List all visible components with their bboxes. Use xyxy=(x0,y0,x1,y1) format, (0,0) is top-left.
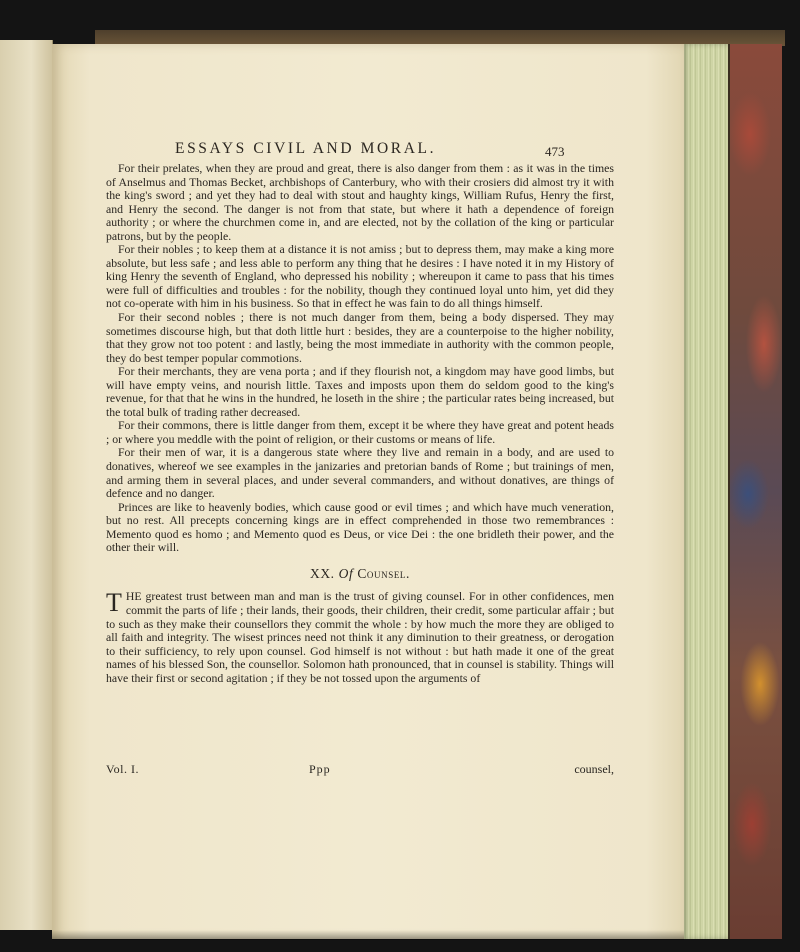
paragraph: For their prelates, when they are proud and great, there is also danger from them : as it was in the times of Anselmus and Thomas Becket, archbishops of Canterbury, who with their crosiers did almost try it with the king's sword ; and yet they had to deal with stout and haughty kings, William Rufus, Henry the first, and Henry the second. The danger is not from that state, but where it hath a dependence of foreign authority ; or where the churchmen come in, and are elected, not by the collation of the king or particular patrons, but by the people. xyxy=(106,161,614,243)
page-edges xyxy=(682,44,730,939)
paragraph: For their merchants, they are vena porta ; and if they flourish not, a kingdom may have good limbs, but will have empty veins, and nourish little. Taxes and imposts upon them do seldom good to the king's revenue, for that that he wins in the hundred, he loseth in the shire ; the particular rates being increased, but the total bulk of trading rather decreased. xyxy=(106,364,614,419)
facing-page-edge xyxy=(0,40,53,930)
section-heading xyxy=(106,567,614,581)
paragraph: For their second nobles ; there is not much danger from them, being a body dispersed. They may sometimes discourse high, but that doth little hurt : besides, they are a counterpoise to the higher nobility, that they grow not too potent : and lastly, being the most immediate in authority with the common people, they do best temper popular commotions. xyxy=(106,310,614,365)
paragraph: Princes are like to heavenly bodies, which cause good or evil times ; and which have much veneration, but no rest. All precepts concerning kings are in effect comprehended in those two remembrances : Memento quod es homo ; and Memento quod es Deus, or vice Dei : the one bridleth their power, and the other their will. xyxy=(106,499,614,555)
page-number: 473 xyxy=(545,144,565,159)
page-bottom-shadow xyxy=(52,930,684,940)
volume-label: Vol. I. xyxy=(106,762,139,776)
drop-cap: T xyxy=(106,588,122,618)
section-title: Counsel. xyxy=(357,565,411,581)
page-footer xyxy=(106,762,614,778)
paragraph: For their men of war, it is a dangerous state where they live and remain in a body, and are used to donatives, whereof we see examples in the janizaries and pretorian bands of Rome ; but trainings of men, and arming them in several places, and under several commanders, and without donatives, are things of defence and no danger. xyxy=(106,445,614,501)
section-paragraph xyxy=(106,590,614,685)
section-of: Of xyxy=(338,565,354,581)
running-head: ESSAYS CIVIL AND MORAL. xyxy=(175,140,437,157)
paragraph: For their commons, there is little danger from them, except it be where they have great and potent heads ; or where you meddle with the point of religion, or their customs or means of life. xyxy=(106,418,614,446)
signature-mark: Ppp xyxy=(309,762,331,776)
body-text xyxy=(106,162,614,685)
catchword: counsel, xyxy=(574,762,614,776)
section-number: XX. xyxy=(309,565,335,581)
section-paragraph-text: HE greatest trust between man and man is the trust of giving counsel. For in other confidences, men commit the parts of life ; their lands, their goods, their children, their credit, some particular affair ; but to such as they make their counsellors they commit the whole : by how much the more they are obliged to all faith and integrity. The wisest princes need not think it any diminution to their greatness, or derogation to their sufficiency, to rely upon counsel. God himself is not without : but hath made it one of the great names of his blessed Son, the counsellor. Solomon hath pronounced, that in counsel is stability. Things will have their first or second agitation ; if they be not tossed upon the arguments of xyxy=(106,589,614,685)
paragraph: For their nobles ; to keep them at a distance it is not amiss ; but to depress them, may make a king more absolute, but less safe ; and less able to perform any thing that he desires : I have noted it in my History of king Henry the seventh of England, who depressed his nobility ; whereupon it came to pass that his times were full of difficulties and troubles : for the nobility, though they continued loyal unto him, yet did they not co-operate with him in his business. So that in effect he was fain to do all things himself. xyxy=(106,242,614,311)
marbled-cover-edge xyxy=(728,44,782,939)
